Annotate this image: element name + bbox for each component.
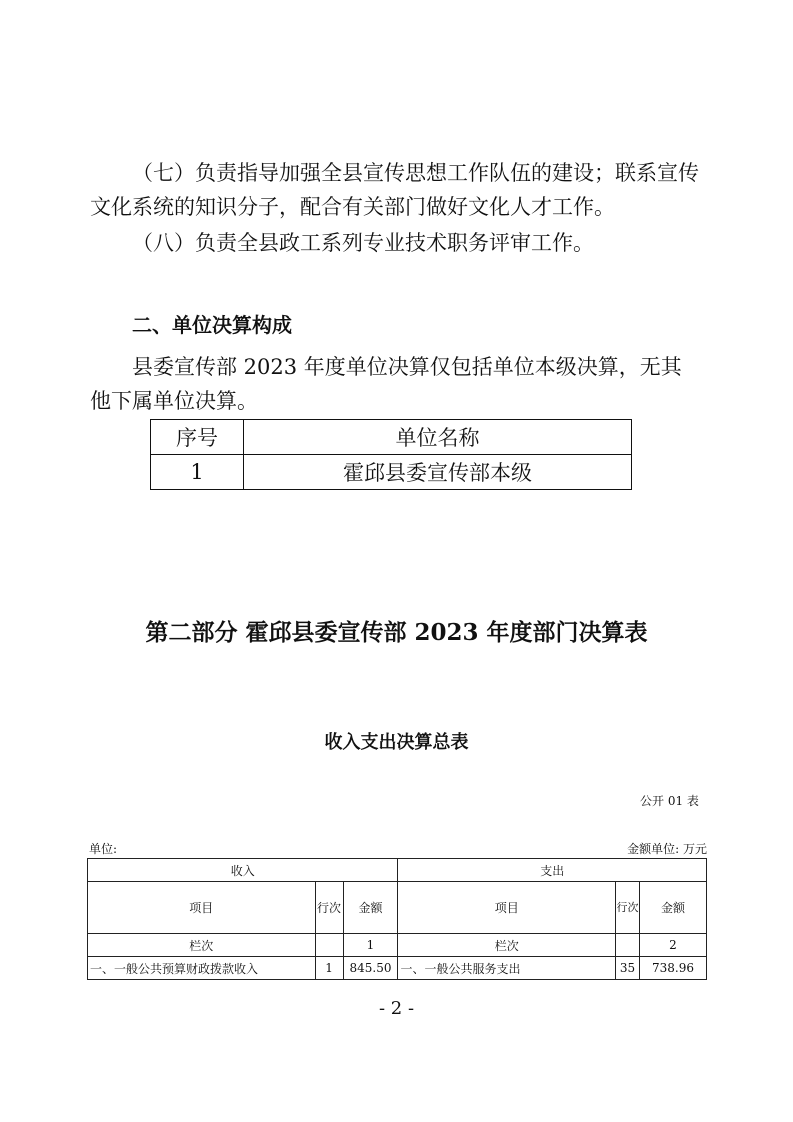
- unit-table-cell-index: 1: [151, 455, 244, 490]
- expense-column-index-number: 2: [640, 934, 707, 957]
- finance-table-column-header-row: [88, 882, 707, 934]
- expense-amount-header: 金额: [640, 882, 707, 934]
- paragraph-item-8: （八）负责全县政工系列专业技术职务评审工作。: [132, 231, 594, 255]
- unit-table-header-row: [151, 420, 632, 455]
- expense-item-cell: 一、一般公共服务支出: [398, 957, 616, 980]
- unit-table-cell-name: 霍邱县委宣传部本级: [244, 455, 632, 490]
- unit-table-header-name: 单位名称: [244, 420, 632, 455]
- part-two-title: 第二部分 霍邱县委宣传部 2023 年度部门决算表: [145, 619, 648, 646]
- income-column-index-number: 1: [343, 934, 398, 957]
- amount-unit-label: 金额单位: 万元: [627, 842, 707, 856]
- income-row-cell: 1: [315, 957, 343, 980]
- unit-label: 单位:: [89, 842, 118, 856]
- table-row: [151, 455, 632, 490]
- unit-table-header-index: 序号: [151, 420, 244, 455]
- expense-item-header: 项目: [398, 882, 616, 934]
- income-column-index-label: 栏次: [88, 934, 316, 957]
- paragraph-item-7: （七）负责指导加强全县宣传思想工作队伍的建设；联系宣传文化系统的知识分子，配合有关部门做好文化人才工作。: [90, 161, 699, 219]
- income-item-cell: 一、一般公共预算财政拨款收入: [88, 957, 316, 980]
- table-row: [88, 957, 707, 980]
- expense-header: 支出: [398, 859, 707, 882]
- unit-table: [150, 419, 632, 490]
- income-amount-cell: 845.50: [343, 957, 398, 980]
- finance-table-title: 收入支出决算总表: [324, 732, 469, 753]
- income-header: 收入: [88, 859, 398, 882]
- finance-table-group-header-row: [88, 859, 707, 882]
- section-heading-unit-composition: 二、单位决算构成: [132, 313, 292, 337]
- page-number: - 2 -: [378, 998, 415, 1019]
- table-code: 公开 01 表: [640, 794, 699, 808]
- income-amount-header: 金额: [343, 882, 398, 934]
- expense-row-index-empty: [616, 934, 640, 957]
- income-item-header: 项目: [88, 882, 316, 934]
- finance-table-column-index-row: [88, 934, 707, 957]
- expense-row-header: 行次: [616, 882, 640, 934]
- section-text-unit-composition: 县委宣传部 2023 年度单位决算仅包括单位本级决算，无其他下属单位决算。: [90, 355, 682, 413]
- income-row-index-empty: [315, 934, 343, 957]
- expense-column-index-label: 栏次: [398, 934, 616, 957]
- expense-row-cell: 35: [616, 957, 640, 980]
- expense-amount-cell: 738.96: [640, 957, 707, 980]
- income-row-header: 行次: [315, 882, 343, 934]
- finance-table: [87, 858, 707, 980]
